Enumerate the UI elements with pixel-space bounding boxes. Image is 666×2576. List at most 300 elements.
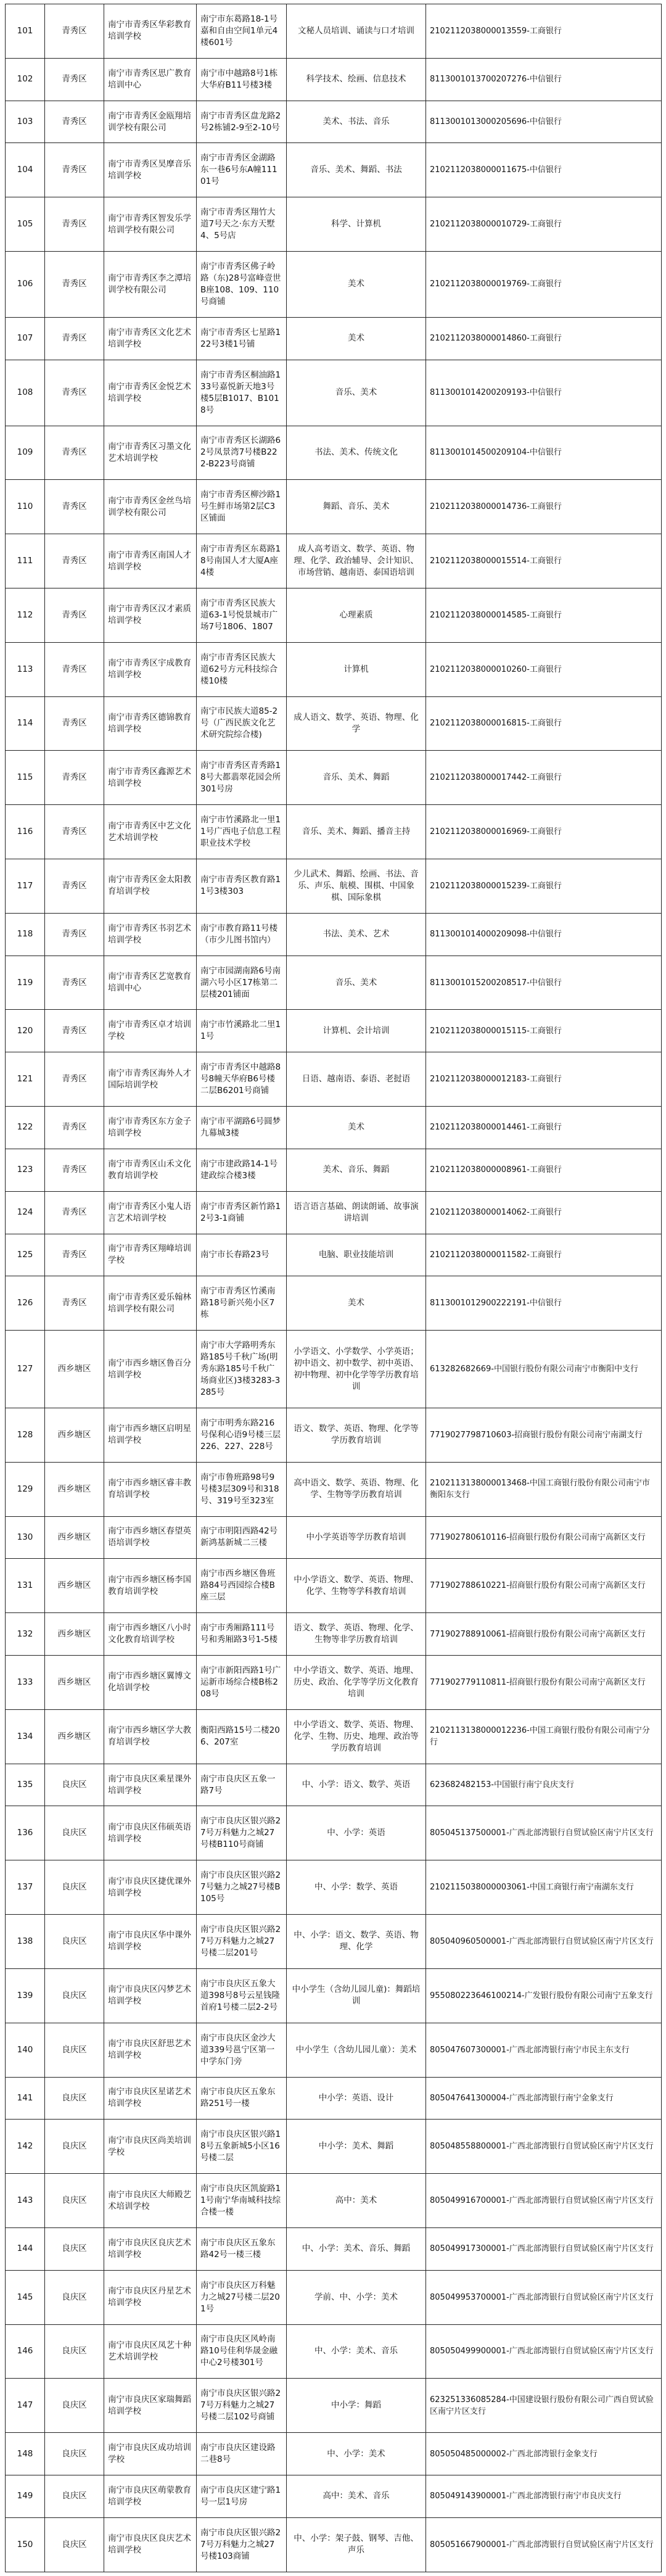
district-cell: 青秀区 (45, 4, 104, 59)
training-scope-cell: 美术 (287, 1107, 426, 1149)
school-name-cell: 南宁市青秀区海外人才国际培训学校 (104, 1052, 197, 1107)
bank-account-cell: 2102113138000012236-中国工商银行股份有限公司南宁分行 (426, 1709, 662, 1764)
district-cell: 良庆区 (45, 1968, 104, 2023)
table-body (6, 4, 662, 2572)
school-name-cell: 南宁市良庆区尚美培训学校 (104, 2120, 197, 2174)
address-cell: 南宁市良庆区银兴路27号万科魅力之城27号楼103商铺 (197, 2517, 287, 2572)
school-name-cell: 南宁市青秀区汉才素质培训学校 (104, 588, 197, 642)
bank-account-cell: 8113001014200209193-中信银行 (426, 360, 662, 426)
table-row (6, 913, 662, 956)
table-row (6, 1516, 662, 1559)
row-number: 129 (6, 1462, 45, 1516)
row-number: 125 (6, 1234, 45, 1276)
training-scope-cell: 中小学：舞蹈 (287, 2379, 426, 2433)
district-cell: 青秀区 (45, 426, 104, 480)
address-cell: 南宁市青秀区翔竹大道7号天之·东方天墅4、5号店 (197, 197, 287, 252)
table-row (6, 1191, 662, 1234)
district-cell: 良庆区 (45, 2023, 104, 2077)
training-scope-cell: 书法、美术、传统文化 (287, 426, 426, 480)
row-number: 115 (6, 751, 45, 805)
bank-account-cell: 8113001015200208517-中信银行 (426, 956, 662, 1010)
bank-account-cell: 805049953700001-广西北部湾银行自贸试验区南宁片区支行 (426, 2270, 662, 2324)
address-cell: 南宁市青秀区新竹路12号3-1商铺 (197, 1191, 287, 1234)
training-scope-cell: 音乐、美术 (287, 360, 426, 426)
table-row (6, 1806, 662, 1860)
row-number: 139 (6, 1968, 45, 2023)
district-cell: 良庆区 (45, 2120, 104, 2174)
table-row (6, 143, 662, 197)
bank-account-cell: 2102112038000013559-工商银行 (426, 4, 662, 59)
address-cell: 南宁市青秀区柳沙路1号生鲜市场第2层C3区铺面 (197, 480, 287, 534)
training-scope-cell: 音乐、美术、舞蹈、播音主持 (287, 805, 426, 859)
row-number: 127 (6, 1331, 45, 1408)
training-scope-cell: 中小学语文、数学、英语、物理、化学、生物、历史、地理、政治等学历教育培训 (287, 1709, 426, 1764)
district-cell: 良庆区 (45, 1860, 104, 1915)
row-number: 147 (6, 2379, 45, 2433)
row-number: 130 (6, 1516, 45, 1559)
table-row (6, 317, 662, 360)
address-cell: 衡阳西路15号二楼206、207室 (197, 1709, 287, 1764)
address-cell: 南宁市秀厢路111号号和秀厢路3号1-5楼 (197, 1613, 287, 1656)
address-cell: 南宁市东葛路18-1号嘉和自由空间1单元4楼601号 (197, 4, 287, 59)
table-row (6, 2270, 662, 2324)
district-cell: 良庆区 (45, 2324, 104, 2379)
table-row (6, 1010, 662, 1052)
district-cell: 良庆区 (45, 2433, 104, 2475)
row-number: 122 (6, 1107, 45, 1149)
district-cell: 青秀区 (45, 696, 104, 751)
address-cell: 南宁市西乡塘区鲁班路84号西园综合楼B座三层 (197, 1559, 287, 1613)
school-list-sheet (5, 4, 661, 2572)
training-scope-cell: 中、小学：架子鼓、钢琴、吉他、声乐 (287, 2517, 426, 2572)
table-row (6, 1276, 662, 1331)
table-row (6, 2174, 662, 2228)
school-name-cell: 南宁市青秀区习墨文化艺术培训学校 (104, 426, 197, 480)
district-cell: 良庆区 (45, 1915, 104, 1969)
bank-account-cell: 613282682669-中国银行股份有限公司南宁市衡阳中支行 (426, 1331, 662, 1408)
district-cell: 青秀区 (45, 1010, 104, 1052)
district-cell: 西乡塘区 (45, 1709, 104, 1764)
training-scope-cell: 美术、音乐、舞蹈 (287, 1149, 426, 1191)
training-scope-cell: 中小学：美术、舞蹈 (287, 2120, 426, 2174)
training-scope-cell: 中小学语文、数学、英语、地理、历史、政治、化学等学历文化教育培训 (287, 1656, 426, 1710)
school-name-cell: 南宁市良庆区良庆艺术培训学校 (104, 2517, 197, 2572)
table-row (6, 1613, 662, 1656)
table-row (6, 2023, 662, 2077)
training-scope-cell: 高中：美术 (287, 2174, 426, 2228)
district-cell: 青秀区 (45, 101, 104, 143)
bank-account-cell: 805051667900001-广西北部湾银行自贸试验区南宁片区支行 (426, 2517, 662, 2572)
school-name-cell: 南宁市青秀区鑫源艺术培训学校 (104, 751, 197, 805)
training-scope-cell: 中小学生（含幼儿园儿童)：舞蹈培训 (287, 1968, 426, 2023)
school-name-cell: 南宁市青秀区李之潭培训学校有限公司 (104, 252, 197, 318)
district-cell: 青秀区 (45, 859, 104, 914)
row-number: 117 (6, 859, 45, 914)
district-cell: 青秀区 (45, 534, 104, 588)
address-cell: 南宁市良庆区银兴路27号万科魅力之城27号楼B110号商铺 (197, 1806, 287, 1860)
address-cell: 南宁市平湖路6号圆梦九幕城3楼 (197, 1107, 287, 1149)
training-scope-cell: 少儿武术、舞蹈、绘画、书法、音乐、声乐、航模、围棋、中国象棋、国际象棋 (287, 859, 426, 914)
row-number: 144 (6, 2227, 45, 2270)
school-name-cell: 南宁市西乡塘区睿丰教育培训学校 (104, 1462, 197, 1516)
address-cell: 南宁市良庆区五象东路42号一楼三楼 (197, 2227, 287, 2270)
bank-account-cell: 8113001013700207276-中信银行 (426, 58, 662, 101)
table-row (6, 426, 662, 480)
bank-account-cell: 2102112038000019769-工商银行 (426, 252, 662, 318)
district-cell: 青秀区 (45, 143, 104, 197)
address-cell: 南宁市良庆区五象一路7号 (197, 1764, 287, 1806)
training-scope-cell: 电脑、职业技能培训 (287, 1234, 426, 1276)
bank-account-cell: 2102112038000017442-工商银行 (426, 751, 662, 805)
address-cell: 南宁市良庆区建设路二巷8号 (197, 2433, 287, 2475)
school-name-cell: 南宁市良庆区萌蒙教育培训学校 (104, 2475, 197, 2518)
bank-account-cell: 2102112038000010260-工商银行 (426, 642, 662, 696)
row-number: 121 (6, 1052, 45, 1107)
training-scope-cell: 中、小学：英语 (287, 1806, 426, 1860)
address-cell: 南宁市青秀区东葛路18号南国人才大厦A座4楼 (197, 534, 287, 588)
bank-account-cell: 8113001012900222191-中信银行 (426, 1276, 662, 1331)
training-scope-cell: 高中语文、数学、英语、物理、化学、生物等学历教育培训 (287, 1462, 426, 1516)
address-cell: 南宁市青秀区民族大道62号方元科技综合楼10楼 (197, 642, 287, 696)
school-name-cell: 南宁市青秀区山禾文化教育培训学校 (104, 1149, 197, 1191)
training-scope-cell: 中、小学：美术、音乐、舞蹈 (287, 2227, 426, 2270)
district-cell: 良庆区 (45, 2077, 104, 2120)
training-scope-cell: 中小学语文、数学、英语、物理、化学、生物等学科教育培训 (287, 1559, 426, 1613)
school-name-cell: 南宁市青秀区昊摩音乐培训学校 (104, 143, 197, 197)
table-row (6, 1408, 662, 1462)
school-name-cell: 南宁市青秀区金丝鸟培训学校有限公司 (104, 480, 197, 534)
address-cell: 南宁市良庆区建宁路1号一层1号房 (197, 2475, 287, 2518)
training-scope-cell: 舞蹈、音乐、美术 (287, 480, 426, 534)
row-number: 112 (6, 588, 45, 642)
school-name-cell: 南宁市良庆区华中课外培训学校 (104, 1915, 197, 1969)
training-scope-cell: 音乐、美术 (287, 956, 426, 1010)
district-cell: 青秀区 (45, 1276, 104, 1331)
address-cell: 南宁市中越路8号1栋大华府B11号楼3楼 (197, 58, 287, 101)
bank-account-cell: 2102112038000014585-工商银行 (426, 588, 662, 642)
table-row (6, 1149, 662, 1191)
training-scope-cell: 中小学生（含幼儿园儿童）：美术 (287, 2023, 426, 2077)
bank-account-cell: 8113001013000205696-中信银行 (426, 101, 662, 143)
address-cell: 南宁市良庆区五象大道398号8号云星钱隆首府1号楼二层2-2号 (197, 1968, 287, 2023)
training-scope-cell: 成人语文、数学、英语、物理、化学 (287, 696, 426, 751)
bank-account-cell: 2102112038000015239-工商银行 (426, 859, 662, 914)
address-cell: 南宁市良庆区金沙大道339号邕宁区第一中学东门旁 (197, 2023, 287, 2077)
bank-account-cell: 2102115038000003061-中国工商银行南宁南湖东支行 (426, 1860, 662, 1915)
school-name-cell: 南宁市青秀区小鬼人语言艺术培训学校 (104, 1191, 197, 1234)
bank-account-cell: 771902788610221-招商银行股份有限公司南宁高新区支行 (426, 1559, 662, 1613)
district-cell: 青秀区 (45, 58, 104, 101)
address-cell: 南宁市大学路明秀东路185号千秋广场(明秀东路185号千秋广场商业区)3楼3283-3285号 (197, 1331, 287, 1408)
address-cell: 南宁市新阳西路1号广运新市场综合楼B栋208号 (197, 1656, 287, 1710)
table-row (6, 1656, 662, 1710)
address-cell: 南宁市民族大道85-2号（广西民族文化艺术研究院综合楼) (197, 696, 287, 751)
bank-account-cell: 805050499900001-广西北部湾银行自贸试验区南宁片区支行 (426, 2324, 662, 2379)
table-row (6, 534, 662, 588)
district-cell: 青秀区 (45, 317, 104, 360)
address-cell: 南宁市青秀区桐油路133号嘉悦新天地3号楼5层B1017、B1018号 (197, 360, 287, 426)
table-row (6, 1559, 662, 1613)
table-row (6, 956, 662, 1010)
school-name-cell: 南宁市青秀区智发乐学培训学校有限公司 (104, 197, 197, 252)
row-number: 135 (6, 1764, 45, 1806)
school-name-cell: 南宁市青秀区南国人才培训学校 (104, 534, 197, 588)
school-name-cell: 南宁市青秀区文化艺术培训学校 (104, 317, 197, 360)
training-school-table (5, 4, 662, 2572)
address-cell: 南宁市良庆区银兴路27号万科魅力之城27号楼二层102号商铺 (197, 2379, 287, 2433)
training-scope-cell: 科学技术、绘画、信息技术 (287, 58, 426, 101)
training-scope-cell: 书法、美术、艺术 (287, 913, 426, 956)
row-number: 114 (6, 696, 45, 751)
school-name-cell: 南宁市西乡塘区八小时文化教育培训学校 (104, 1613, 197, 1656)
bank-account-cell: 2102112038000016815-工商银行 (426, 696, 662, 751)
table-row (6, 2475, 662, 2518)
address-cell: 南宁市明阳西路42号新鸿基新城二三楼 (197, 1516, 287, 1559)
district-cell: 良庆区 (45, 2270, 104, 2324)
district-cell: 青秀区 (45, 480, 104, 534)
table-row (6, 2227, 662, 2270)
school-name-cell: 南宁市青秀区思广教育培训中心 (104, 58, 197, 101)
district-cell: 良庆区 (45, 1806, 104, 1860)
school-name-cell: 南宁市青秀区东方金子培训学校 (104, 1107, 197, 1149)
school-name-cell: 南宁市良庆区成功培训学校 (104, 2433, 197, 2475)
row-number: 123 (6, 1149, 45, 1191)
district-cell: 青秀区 (45, 805, 104, 859)
address-cell: 南宁市青秀区盘龙路2号2栋铺2-9至2-10号 (197, 101, 287, 143)
training-scope-cell: 中、小学：语文、数学、英语、物理、化学 (287, 1915, 426, 1969)
district-cell: 西乡塘区 (45, 1516, 104, 1559)
training-scope-cell: 小学语文、小学数学、小学英语；初中语文、初中数学、初中英语、初中物理、初中化学等学历教育培训 (287, 1331, 426, 1408)
training-scope-cell: 美术、书法、音乐 (287, 101, 426, 143)
training-scope-cell: 心理素质 (287, 588, 426, 642)
school-name-cell: 南宁市西乡塘区杨李国教育培训学校 (104, 1559, 197, 1613)
row-number: 128 (6, 1408, 45, 1462)
bank-account-cell: 8113001014500209104-中信银行 (426, 426, 662, 480)
table-row (6, 696, 662, 751)
training-scope-cell: 中小学英语等学历教育培训 (287, 1516, 426, 1559)
bank-account-cell: 2102112038000014461-工商银行 (426, 1107, 662, 1149)
address-cell: 南宁市园湖南路6号南湖六号小区17栋第二层楼201铺面 (197, 956, 287, 1010)
training-scope-cell: 中、小学：语文、数学、英语 (287, 1764, 426, 1806)
table-row (6, 252, 662, 318)
bank-account-cell: 805047641300004-广西北部湾银行南宁金象支行 (426, 2077, 662, 2120)
school-name-cell: 南宁市青秀区德锦教育培训学校 (104, 696, 197, 751)
school-name-cell: 南宁市良庆区伟硕英语培训学校 (104, 1806, 197, 1860)
district-cell: 西乡塘区 (45, 1408, 104, 1462)
row-number: 131 (6, 1559, 45, 1613)
district-cell: 西乡塘区 (45, 1559, 104, 1613)
bank-account-cell: 623682482153-中国银行南宁良庆支行 (426, 1764, 662, 1806)
school-name-cell: 南宁市西乡塘区学大教育培训学校 (104, 1709, 197, 1764)
row-number: 101 (6, 4, 45, 59)
district-cell: 青秀区 (45, 588, 104, 642)
table-row (6, 859, 662, 914)
training-scope-cell: 日语、越南语、泰语、老挝语 (287, 1052, 426, 1107)
bank-account-cell: 2102112038000008961-工商银行 (426, 1149, 662, 1191)
row-number: 105 (6, 197, 45, 252)
training-scope-cell: 音乐、美术、舞蹈、书法 (287, 143, 426, 197)
row-number: 140 (6, 2023, 45, 2077)
address-cell: 南宁市青秀区金湖路东一巷6号东A幢11101号 (197, 143, 287, 197)
district-cell: 青秀区 (45, 1191, 104, 1234)
address-cell: 南宁市良庆区银兴路27号万科魅力之城27号楼二层201号 (197, 1915, 287, 1969)
address-cell: 南宁市长春路23号 (197, 1234, 287, 1276)
address-cell: 南宁市明秀东路216号保利心语9号楼三层226、227、228号 (197, 1408, 287, 1462)
table-row (6, 101, 662, 143)
row-number: 134 (6, 1709, 45, 1764)
training-scope-cell: 中、小学：美术、音乐 (287, 2324, 426, 2379)
row-number: 136 (6, 1806, 45, 1860)
school-name-cell: 南宁市青秀区书羽艺术培训学校 (104, 913, 197, 956)
bank-account-cell: 2102112038000014062-工商银行 (426, 1191, 662, 1234)
bank-account-cell: 2102112038000010729-工商银行 (426, 197, 662, 252)
address-cell: 南宁市青秀区佛子岭路（东)28号富峰壹世B座108、109、110号商铺 (197, 252, 287, 318)
row-number: 109 (6, 426, 45, 480)
row-number: 108 (6, 360, 45, 426)
school-name-cell: 南宁市青秀区金瓯翔培训学校有限公司 (104, 101, 197, 143)
row-number: 146 (6, 2324, 45, 2379)
table-row (6, 2324, 662, 2379)
bank-account-cell: 2102112038000011582-工商银行 (426, 1234, 662, 1276)
district-cell: 良庆区 (45, 2517, 104, 2572)
district-cell: 青秀区 (45, 1234, 104, 1276)
school-name-cell: 南宁市青秀区宇成教育培训学校 (104, 642, 197, 696)
training-scope-cell: 计算机、会计培训 (287, 1010, 426, 1052)
bank-account-cell: 2102112038000014860-工商银行 (426, 317, 662, 360)
table-row (6, 2517, 662, 2572)
row-number: 113 (6, 642, 45, 696)
bank-account-cell: 2102112038000011675-中信银行 (426, 143, 662, 197)
table-row (6, 1331, 662, 1408)
district-cell: 西乡塘区 (45, 1656, 104, 1710)
district-cell: 青秀区 (45, 751, 104, 805)
district-cell: 青秀区 (45, 197, 104, 252)
bank-account-cell: 2102112038000015514-工商银行 (426, 534, 662, 588)
table-row (6, 1107, 662, 1149)
training-scope-cell: 中小学：英语、设计 (287, 2077, 426, 2120)
table-row (6, 751, 662, 805)
address-cell: 南宁市建政路14-1号建政综合楼3楼 (197, 1149, 287, 1191)
row-number: 138 (6, 1915, 45, 1969)
table-row (6, 58, 662, 101)
district-cell: 西乡塘区 (45, 1331, 104, 1408)
school-name-cell: 南宁市良庆区凤艺十种艺术培训学校 (104, 2324, 197, 2379)
district-cell: 青秀区 (45, 913, 104, 956)
bank-account-cell: 8113001014000209098-中信银行 (426, 913, 662, 956)
district-cell: 青秀区 (45, 956, 104, 1010)
school-name-cell: 南宁市青秀区金悦艺术培训学校 (104, 360, 197, 426)
training-scope-cell: 成人高考语文、数学、英语、物理、化学、政治辅导、会计知识、市场营销、越南语、泰国语培训 (287, 534, 426, 588)
row-number: 124 (6, 1191, 45, 1234)
training-scope-cell: 高中：美术、音乐 (287, 2475, 426, 2518)
row-number: 107 (6, 317, 45, 360)
district-cell: 良庆区 (45, 2475, 104, 2518)
bank-account-cell: 2102112038000012183-工商银行 (426, 1052, 662, 1107)
district-cell: 良庆区 (45, 2174, 104, 2228)
training-scope-cell: 计算机 (287, 642, 426, 696)
address-cell: 南宁市良庆区五象东路251号一楼 (197, 2077, 287, 2120)
bank-account-cell: 771902780610116-招商银行股份有限公司南宁高新区支行 (426, 1516, 662, 1559)
row-number: 110 (6, 480, 45, 534)
training-scope-cell: 美术 (287, 317, 426, 360)
row-number: 150 (6, 2517, 45, 2572)
district-cell: 西乡塘区 (45, 1613, 104, 1656)
bank-account-cell: 805048558800001-广西北部湾银行自贸试验区南宁片区支行 (426, 2120, 662, 2174)
table-row (6, 1764, 662, 1806)
school-name-cell: 南宁市西乡塘区春望英语培训学校 (104, 1516, 197, 1559)
district-cell: 青秀区 (45, 1149, 104, 1191)
school-name-cell: 南宁市西乡塘区翼博文化培训学校 (104, 1656, 197, 1710)
school-name-cell: 南宁市良庆区舒思艺术培训学校 (104, 2023, 197, 2077)
school-name-cell: 南宁市青秀区金太阳教育培训学校 (104, 859, 197, 914)
row-number: 142 (6, 2120, 45, 2174)
table-row (6, 642, 662, 696)
row-number: 119 (6, 956, 45, 1010)
row-number: 149 (6, 2475, 45, 2518)
district-cell: 青秀区 (45, 642, 104, 696)
bank-account-cell: 771902788910061-招商银行股份有限公司南宁高新区支行 (426, 1613, 662, 1656)
table-row (6, 480, 662, 534)
row-number: 120 (6, 1010, 45, 1052)
address-cell: 南宁市竹溪路北二里11号 (197, 1010, 287, 1052)
row-number: 106 (6, 252, 45, 318)
row-number: 111 (6, 534, 45, 588)
row-number: 104 (6, 143, 45, 197)
row-number: 116 (6, 805, 45, 859)
address-cell: 南宁市良庆区银兴路18号五象新城5小区16号楼二层 (197, 2120, 287, 2174)
bank-account-cell: 805049143900001-广西北部湾银行南宁市良庆支行 (426, 2475, 662, 2518)
bank-account-cell: 2102112038000015115-工商银行 (426, 1010, 662, 1052)
bank-account-cell: 771902779110811-招商银行股份有限公司南宁高新区支行 (426, 1656, 662, 1710)
school-name-cell: 南宁市良庆区丹星艺术培训学校 (104, 2270, 197, 2324)
table-row (6, 1968, 662, 2023)
table-row (6, 805, 662, 859)
school-name-cell: 南宁市西乡塘区鲁百分培训学校 (104, 1331, 197, 1408)
address-cell: 南宁市青秀区长湖路62号凤景湾7号楼B222-B223号商铺 (197, 426, 287, 480)
address-cell: 南宁市良庆区万科魅力之城27号楼二层201号 (197, 2270, 287, 2324)
table-row (6, 1915, 662, 1969)
training-scope-cell: 美术 (287, 252, 426, 318)
table-row (6, 1234, 662, 1276)
training-scope-cell: 科学、计算机 (287, 197, 426, 252)
bank-account-cell: 805049916700001-广西北部湾银行自贸试验区南宁片区支行 (426, 2174, 662, 2228)
bank-account-cell: 2102112038000014736-工商银行 (426, 480, 662, 534)
training-scope-cell: 语言语言基础、朗读朗诵、故事演讲培训 (287, 1191, 426, 1234)
training-scope-cell: 语文、数学、英语、物理、化学、生物等非学历教育培训 (287, 1613, 426, 1656)
school-name-cell: 南宁市青秀区爱乐翰林培训学校有限公司 (104, 1276, 197, 1331)
address-cell: 南宁市教育路11号楼（市少儿图书馆内） (197, 913, 287, 956)
school-name-cell: 南宁市西乡塘区启明星培训学校 (104, 1408, 197, 1462)
training-scope-cell: 语文、数学、英语、物理、化学等学历教育培训 (287, 1408, 426, 1462)
bank-account-cell: 805049917300001-广西北部湾银行自贸试验区南宁片区支行 (426, 2227, 662, 2270)
row-number: 145 (6, 2270, 45, 2324)
table-row (6, 2433, 662, 2475)
address-cell: 南宁市青秀区青秀路18号大都翡翠花园会所301号房 (197, 751, 287, 805)
district-cell: 青秀区 (45, 1107, 104, 1149)
row-number: 141 (6, 2077, 45, 2120)
table-row (6, 2077, 662, 2120)
address-cell: 南宁市鲁班路98号9号楼3层309号和318号、319号至323室 (197, 1462, 287, 1516)
row-number: 118 (6, 913, 45, 956)
bank-account-cell: 805050485000002-广西北部湾银行金象支行 (426, 2433, 662, 2475)
bank-account-cell: 2102113138000013468-中国工商银行股份有限公司南宁市衡阳东支行 (426, 1462, 662, 1516)
training-scope-cell: 学前、中、小学：美术 (287, 2270, 426, 2324)
table-row (6, 360, 662, 426)
school-name-cell: 南宁市青秀区华彩教育培训学校 (104, 4, 197, 59)
school-name-cell: 南宁市良庆区乘星课外培训学校 (104, 1764, 197, 1806)
address-cell: 南宁市竹溪路北一里11号广西电子信息工程职业技术学校 (197, 805, 287, 859)
school-name-cell: 南宁市良庆区星诺艺术培训学校 (104, 2077, 197, 2120)
